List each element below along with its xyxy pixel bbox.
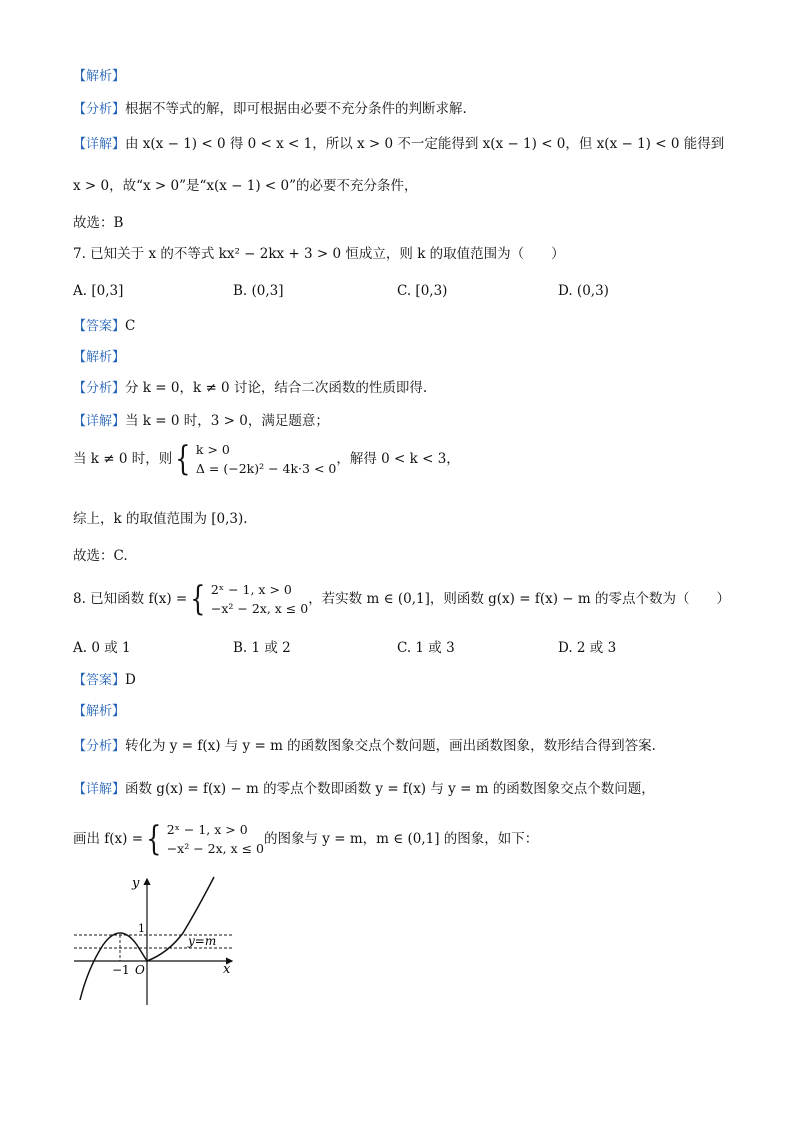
function-graph <box>68 873 238 1008</box>
answer-line: 故选：B <box>73 215 124 231</box>
question-8-stem: 8. 已知函数 f(x) = { 2ˣ − 1, x > 0 −x² − 2x, x ≤ 0 ，若实数 m ∈ (0,1]，则函数 g(x) = f(x) − m 的零点个数为（ ） <box>73 579 730 619</box>
q8-option-d: D. 2 或 3 <box>558 640 617 656</box>
answer-line: 故选：C. <box>73 548 128 564</box>
origin-label: O <box>135 963 145 977</box>
detail-conclusion: 综上，k 的取值范围为 [0,3). <box>73 511 248 527</box>
neg-one-label: −1 <box>112 963 130 977</box>
q8-option-b: B. 1 或 2 <box>233 640 291 656</box>
analysis-line: 【分析】根据不等式的解，即可根据由必要不充分条件的判断求解. <box>73 101 467 117</box>
line-label: y=m <box>188 934 217 948</box>
question-7-stem: 7. 已知关于 x 的不等式 kx² − 2kx + 3 > 0 恒成立，则 k 的取值范围为（ ） <box>73 246 565 262</box>
detail-line: 【详解】函数 g(x) = f(x) − m 的零点个数即函数 y = f(x) 与 y = m 的函数图象交点个数问题， <box>73 781 655 797</box>
one-label: 1 <box>138 922 145 935</box>
case-1: k > 0 <box>195 442 230 457</box>
q7-option-d: D. (0,3) <box>558 283 609 299</box>
q7-option-c: C. [0,3) <box>397 283 448 299</box>
section-heading-jiexi: 【解析】 <box>73 704 126 719</box>
section-heading-jiexi: 【解析】 <box>73 350 126 365</box>
analysis-line: 【分析】分 k = 0，k ≠ 0 讨论，结合二次函数的性质即得. <box>73 380 428 396</box>
analysis-line: 【分析】转化为 y = f(x) 与 y = m 的函数图象交点个数问题，画出函数图象，数形结合得到答案. <box>73 738 656 754</box>
detail-line: 【详解】由 x(x − 1) < 0 得 0 < x < 1，所以 x > 0 不一定能得到 x(x − 1) < 0，但 x(x − 1) < 0 能得到 <box>73 136 725 152</box>
y-label: y <box>132 876 140 891</box>
case-1: 2ˣ − 1, x > 0 <box>210 582 292 597</box>
x-label: x <box>223 962 231 977</box>
detail-cases-line: 当 k ≠ 0 时，则 { k > 0 Δ = (−2k)² − 4k·3 < 0 ，解得 0 < k < 3， <box>73 439 460 479</box>
detail-cases-line: 画出 f(x) = { 2ˣ − 1, x > 0 −x² − 2x, x ≤ 0 的图象与 y = m，m ∈ (0,1] 的图象，如下： <box>73 819 539 859</box>
section-heading-jiexi: 【解析】 <box>73 69 126 84</box>
case-1: 2ˣ − 1, x > 0 <box>166 822 248 837</box>
case-2: Δ = (−2k)² − 4k·3 < 0 <box>195 461 337 476</box>
detail-line: 【详解】当 k = 0 时，3 > 0，满足题意； <box>73 413 329 429</box>
q8-option-c: C. 1 或 3 <box>397 640 455 656</box>
q8-answer: 【答案】D <box>73 672 136 688</box>
q7-option-a: A. [0,3] <box>73 283 124 299</box>
case-2: −x² − 2x, x ≤ 0 <box>210 601 309 616</box>
detail-line-cont: x > 0，故“x > 0”是“x(x − 1) < 0”的必要不充分条件， <box>73 178 418 194</box>
case-2: −x² − 2x, x ≤ 0 <box>166 841 265 856</box>
q8-option-a: A. 0 或 1 <box>73 640 131 656</box>
q7-answer: 【答案】C <box>73 318 136 334</box>
q7-option-b: B. (0,3] <box>233 283 284 299</box>
